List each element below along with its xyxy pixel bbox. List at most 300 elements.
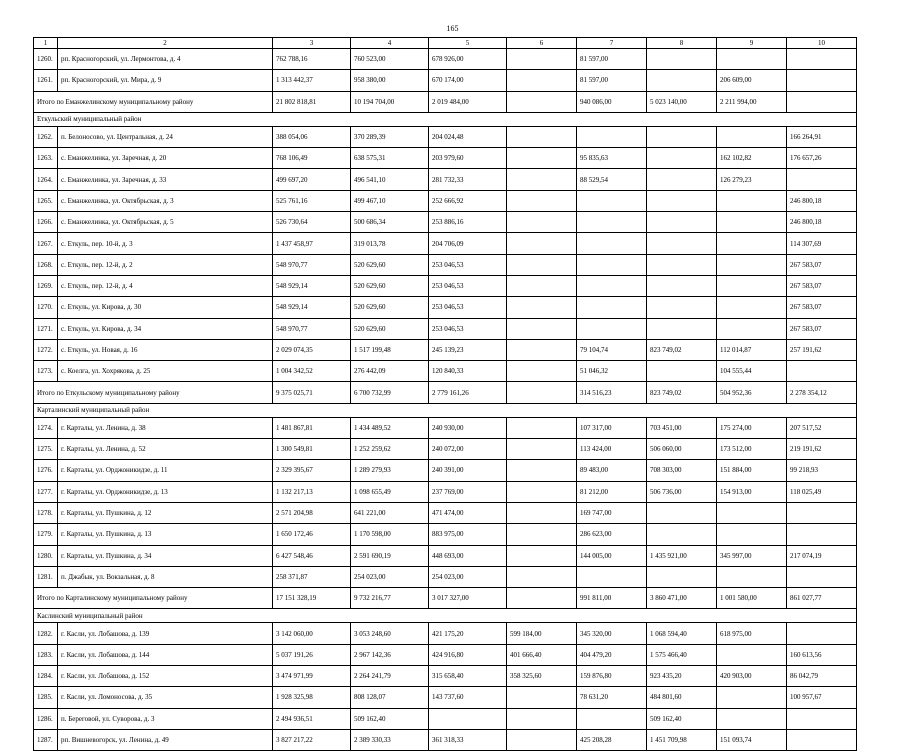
total-cell: 314 516,23 [577, 382, 647, 403]
amount-cell: 1 068 594,40 [647, 623, 717, 644]
amount-cell [647, 148, 717, 169]
amount-cell [577, 254, 647, 275]
amount-cell: 267 583,07 [787, 297, 857, 318]
amount-cell: 253 046,53 [429, 254, 507, 275]
amount-cell [577, 708, 647, 729]
amount-cell: 424 916,80 [429, 644, 507, 665]
amount-cell: 1 481 867,81 [273, 417, 351, 438]
address-cell: г. Карталы, ул. Орджоникидзе, д. 11 [58, 460, 273, 481]
total-cell: 2 278 354,12 [787, 382, 857, 403]
table-row [34, 318, 857, 339]
amount-cell: 120 840,33 [429, 361, 507, 382]
amount-cell: 245 139,23 [429, 339, 507, 360]
amount-cell [507, 318, 577, 339]
address-cell: с. Еткуль, пер. 12-й, д. 2 [58, 254, 273, 275]
amount-cell [507, 126, 577, 147]
amount-cell: 204 024,48 [429, 126, 507, 147]
address-cell: г. Касли, ул. Ломоносова, д. 35 [58, 687, 273, 708]
amount-cell: 206 609,00 [717, 70, 787, 91]
amount-cell [717, 297, 787, 318]
amount-cell [787, 708, 857, 729]
amount-cell: 79 104,74 [577, 339, 647, 360]
total-cell [787, 91, 857, 112]
amount-cell: 89 483,00 [577, 460, 647, 481]
amount-cell: 81 597,00 [577, 70, 647, 91]
amount-cell: 823 749,02 [647, 339, 717, 360]
amount-cell: 253 046,53 [429, 318, 507, 339]
amount-cell: 1 132 217,13 [273, 481, 351, 502]
row-number: 1285. [34, 687, 58, 708]
amount-cell: 114 307,69 [787, 233, 857, 254]
row-number: 1267. [34, 233, 58, 254]
total-cell: 1 001 580,00 [717, 588, 787, 609]
amount-cell [717, 126, 787, 147]
address-cell: с. Еманжелинка, ул. Октябрьская, д. 3 [58, 190, 273, 211]
amount-cell: 499 467,10 [351, 190, 429, 211]
row-number: 1264. [34, 169, 58, 190]
amount-cell [787, 169, 857, 190]
amount-cell [647, 254, 717, 275]
amount-cell: 173 512,00 [717, 439, 787, 460]
amount-cell [717, 502, 787, 523]
section-row [34, 112, 857, 126]
section-title: Карталинский муниципальный район [34, 403, 857, 417]
amount-cell: 1 313 442,37 [273, 70, 351, 91]
row-number: 1279. [34, 524, 58, 545]
amount-cell: 267 583,07 [787, 318, 857, 339]
amount-cell: 99 218,93 [787, 460, 857, 481]
table-row [34, 233, 857, 254]
address-cell: г. Касли, ул. Лобашова, д. 144 [58, 644, 273, 665]
total-label: Итого по Еманжелинскому муниципальному району [34, 91, 273, 112]
amount-cell: 253 886,16 [429, 212, 507, 233]
row-number: 1284. [34, 666, 58, 687]
amount-cell: 154 913,00 [717, 481, 787, 502]
amount-cell: 506 736,00 [647, 481, 717, 502]
row-number: 1263. [34, 148, 58, 169]
amount-cell: 86 042,79 [787, 666, 857, 687]
amount-cell: 506 060,00 [647, 439, 717, 460]
amount-cell [507, 439, 577, 460]
amount-cell: 401 666,40 [507, 644, 577, 665]
total-cell: 2 019 484,00 [429, 91, 507, 112]
row-number: 1280. [34, 545, 58, 566]
header-cell: 1 [34, 38, 58, 49]
amount-cell: 2 264 241,79 [351, 666, 429, 687]
amount-cell: 169 747,00 [577, 502, 647, 523]
amount-cell: 1 517 199,48 [351, 339, 429, 360]
table-row [34, 708, 857, 729]
amount-cell [647, 212, 717, 233]
amount-cell: 958 380,00 [351, 70, 429, 91]
amount-cell: 267 583,07 [787, 275, 857, 296]
amount-cell [787, 729, 857, 750]
header-cell: 10 [787, 38, 857, 49]
amount-cell [507, 460, 577, 481]
row-number: 1281. [34, 566, 58, 587]
address-cell: с. Еткуль, ул. Кирова, д. 34 [58, 318, 273, 339]
total-cell: 823 749,02 [647, 382, 717, 403]
table-row [34, 623, 857, 644]
amount-cell: 425 208,28 [577, 729, 647, 750]
amount-cell: 240 930,00 [429, 417, 507, 438]
address-cell: с. Еткуль, пер. 10-й, д. 3 [58, 233, 273, 254]
amount-cell: 126 279,23 [717, 169, 787, 190]
total-cell: 504 952,36 [717, 382, 787, 403]
amount-cell: 2 029 074,35 [273, 339, 351, 360]
amount-cell: 253 046,53 [429, 297, 507, 318]
header-cell: 4 [351, 38, 429, 49]
amount-cell [507, 254, 577, 275]
table-row [34, 460, 857, 481]
amount-cell: 100 957,67 [787, 687, 857, 708]
amount-cell: 237 769,00 [429, 481, 507, 502]
address-cell: рп. Красногорский, ул. Мира, д. 9 [58, 70, 273, 91]
amount-cell [577, 212, 647, 233]
amount-cell: 421 175,20 [429, 623, 507, 644]
amount-cell [717, 566, 787, 587]
amount-cell: 1 098 655,49 [351, 481, 429, 502]
amount-cell: 2 591 690,19 [351, 545, 429, 566]
total-cell [507, 382, 577, 403]
amount-cell: 448 693,00 [429, 545, 507, 566]
amount-cell: 2 389 330,33 [351, 729, 429, 750]
amount-cell [577, 318, 647, 339]
amount-cell: 808 128,07 [351, 687, 429, 708]
header-cell: 9 [717, 38, 787, 49]
table-row [34, 126, 857, 147]
amount-cell: 1 650 172,46 [273, 524, 351, 545]
amount-cell: 2 494 936,51 [273, 708, 351, 729]
page-number: 165 [446, 24, 459, 33]
amount-cell [647, 361, 717, 382]
amount-cell: 678 926,00 [429, 49, 507, 70]
amount-cell: 319 013,78 [351, 233, 429, 254]
amount-cell: 254 023,00 [429, 566, 507, 587]
amount-cell: 638 575,31 [351, 148, 429, 169]
total-cell [507, 91, 577, 112]
header-cell: 6 [507, 38, 577, 49]
amount-cell [507, 545, 577, 566]
amount-cell [507, 481, 577, 502]
amount-cell: 3 474 971,99 [273, 666, 351, 687]
amount-cell: 496 541,10 [351, 169, 429, 190]
address-cell: г. Карталы, ул. Пушкина, д. 13 [58, 524, 273, 545]
row-number: 1277. [34, 481, 58, 502]
amount-cell [507, 212, 577, 233]
amount-cell [577, 126, 647, 147]
amount-cell: 1 289 279,93 [351, 460, 429, 481]
amount-cell: 509 162,40 [647, 708, 717, 729]
row-number: 1269. [34, 275, 58, 296]
amount-cell [507, 729, 577, 750]
amount-cell [577, 275, 647, 296]
amount-cell: 361 318,33 [429, 729, 507, 750]
amount-cell: 176 657,26 [787, 148, 857, 169]
address-cell: рп. Красногорский, ул. Лермонтова, д. 4 [58, 49, 273, 70]
total-cell: 3 860 471,00 [647, 588, 717, 609]
amount-cell: 708 303,00 [647, 460, 717, 481]
amount-cell [577, 566, 647, 587]
amount-cell [577, 190, 647, 211]
amount-cell: 162 102,82 [717, 148, 787, 169]
amount-cell: 548 929,14 [273, 297, 351, 318]
amount-cell [787, 566, 857, 587]
table-row [34, 212, 857, 233]
amount-cell: 599 184,00 [507, 623, 577, 644]
amount-cell: 548 970,77 [273, 254, 351, 275]
total-cell: 2 779 161,26 [429, 382, 507, 403]
total-cell: 17 151 328,19 [273, 588, 351, 609]
table-row [34, 417, 857, 438]
table-row [34, 687, 857, 708]
amount-cell [507, 275, 577, 296]
amount-cell [507, 524, 577, 545]
amount-cell [717, 233, 787, 254]
table-row [34, 729, 857, 750]
amount-cell: 404 479,20 [577, 644, 647, 665]
amount-cell: 388 054,06 [273, 126, 351, 147]
total-label: Итого по Карталинскому муниципальному району [34, 588, 273, 609]
amount-cell: 520 629,60 [351, 275, 429, 296]
row-number: 1275. [34, 439, 58, 460]
address-cell: г. Карталы, ул. Пушкина, д. 12 [58, 502, 273, 523]
amount-cell [647, 502, 717, 523]
header-cell: 3 [273, 38, 351, 49]
amount-cell: 760 523,00 [351, 49, 429, 70]
address-cell: г. Касли, ул. Лобашова, д. 152 [58, 666, 273, 687]
total-row [34, 382, 857, 403]
amount-cell [717, 254, 787, 275]
amount-cell: 520 629,60 [351, 297, 429, 318]
table-body [34, 38, 857, 751]
amount-cell [717, 644, 787, 665]
amount-cell [717, 49, 787, 70]
amount-cell: 1 170 598,00 [351, 524, 429, 545]
amount-cell: 525 761,16 [273, 190, 351, 211]
amount-cell: 267 583,07 [787, 254, 857, 275]
amount-cell: 509 162,40 [351, 708, 429, 729]
amount-cell: 520 629,60 [351, 318, 429, 339]
amount-cell [647, 126, 717, 147]
amount-cell: 258 371,87 [273, 566, 351, 587]
amount-cell: 203 979,60 [429, 148, 507, 169]
row-number: 1262. [34, 126, 58, 147]
amount-cell [507, 169, 577, 190]
amount-cell: 345 320,00 [577, 623, 647, 644]
amount-cell: 240 391,00 [429, 460, 507, 481]
amount-cell: 1 451 709,98 [647, 729, 717, 750]
amount-cell: 883 975,00 [429, 524, 507, 545]
amount-cell: 499 697,20 [273, 169, 351, 190]
amount-cell: 246 800,18 [787, 212, 857, 233]
amount-cell: 144 005,00 [577, 545, 647, 566]
amount-cell [429, 708, 507, 729]
amount-cell: 2 967 142,36 [351, 644, 429, 665]
total-row [34, 91, 857, 112]
amount-cell [507, 70, 577, 91]
amount-cell: 175 274,00 [717, 417, 787, 438]
amount-cell: 118 025,49 [787, 481, 857, 502]
amount-cell: 345 997,00 [717, 545, 787, 566]
amount-cell [507, 148, 577, 169]
table-row [34, 481, 857, 502]
section-row [34, 403, 857, 417]
amount-cell: 253 046,53 [429, 275, 507, 296]
row-number: 1266. [34, 212, 58, 233]
address-cell: г. Касли, ул. Лобашова, д. 139 [58, 623, 273, 644]
amount-cell: 1 300 549,81 [273, 439, 351, 460]
row-number: 1260. [34, 49, 58, 70]
amount-cell: 5 037 191,26 [273, 644, 351, 665]
amount-cell [717, 687, 787, 708]
address-cell: с. Еманжелинка, ул. Заречная, д. 33 [58, 169, 273, 190]
amount-cell [787, 70, 857, 91]
table-row [34, 297, 857, 318]
address-cell: г. Карталы, ул. Пушкина, д. 34 [58, 545, 273, 566]
amount-cell: 2 571 204,98 [273, 502, 351, 523]
amount-cell: 240 072,00 [429, 439, 507, 460]
row-number: 1276. [34, 460, 58, 481]
address-cell: рп. Вишневогорск, ул. Ленина, д. 49 [58, 729, 273, 750]
amount-cell: 548 970,77 [273, 318, 351, 339]
amount-cell: 3 053 248,60 [351, 623, 429, 644]
header-cell: 2 [58, 38, 273, 49]
amount-cell: 923 435,20 [647, 666, 717, 687]
amount-cell [577, 297, 647, 318]
amount-cell [787, 361, 857, 382]
amount-cell: 762 788,16 [273, 49, 351, 70]
table-row [34, 545, 857, 566]
table-row [34, 502, 857, 523]
amount-cell: 88 529,54 [577, 169, 647, 190]
amount-cell: 107 317,00 [577, 417, 647, 438]
amount-cell: 143 737,60 [429, 687, 507, 708]
amount-cell: 104 555,44 [717, 361, 787, 382]
table-row [34, 70, 857, 91]
amount-cell: 358 325,60 [507, 666, 577, 687]
amount-cell [647, 524, 717, 545]
amount-cell [507, 297, 577, 318]
amount-cell: 204 706,09 [429, 233, 507, 254]
amount-cell [717, 708, 787, 729]
total-cell: 940 086,00 [577, 91, 647, 112]
amount-cell: 281 732,33 [429, 169, 507, 190]
address-cell: с. Еткуль, ул. Кирова, д. 30 [58, 297, 273, 318]
amount-cell: 159 876,80 [577, 666, 647, 687]
amount-cell: 1 252 259,62 [351, 439, 429, 460]
amount-cell: 1 437 458,97 [273, 233, 351, 254]
table-row [34, 169, 857, 190]
total-cell: 861 027,77 [787, 588, 857, 609]
amount-cell: 257 191,62 [787, 339, 857, 360]
amount-cell [507, 339, 577, 360]
amount-cell [507, 233, 577, 254]
amount-cell: 3 142 060,00 [273, 623, 351, 644]
amount-cell: 526 730,64 [273, 212, 351, 233]
table-row [34, 566, 857, 587]
amount-cell: 1 434 489,52 [351, 417, 429, 438]
row-number: 1270. [34, 297, 58, 318]
amount-cell [647, 190, 717, 211]
amount-cell: 51 046,32 [577, 361, 647, 382]
amount-cell: 618 975,00 [717, 623, 787, 644]
address-cell: п. Береговой, ул. Суворова, д. 3 [58, 708, 273, 729]
amount-cell [787, 524, 857, 545]
amount-cell [647, 169, 717, 190]
amount-cell: 207 517,52 [787, 417, 857, 438]
address-cell: п. Белоносово, ул. Центральная, д. 24 [58, 126, 273, 147]
amount-cell [507, 190, 577, 211]
amount-cell: 420 903,00 [717, 666, 787, 687]
amount-cell [507, 417, 577, 438]
amount-cell [647, 297, 717, 318]
total-cell: 10 194 704,00 [351, 91, 429, 112]
row-number: 1271. [34, 318, 58, 339]
table-row [34, 254, 857, 275]
amount-cell: 81 212,00 [577, 481, 647, 502]
amount-cell [507, 566, 577, 587]
address-cell: с. Еткуль, пер. 12-й, д. 4 [58, 275, 273, 296]
total-cell: 5 023 140,00 [647, 91, 717, 112]
total-cell: 6 700 732,99 [351, 382, 429, 403]
amount-cell: 151 093,74 [717, 729, 787, 750]
amount-cell: 112 014,87 [717, 339, 787, 360]
total-cell: 21 802 818,81 [273, 91, 351, 112]
table-row [34, 190, 857, 211]
amount-cell [717, 275, 787, 296]
amount-cell: 548 929,14 [273, 275, 351, 296]
amount-cell: 768 106,49 [273, 148, 351, 169]
total-cell [507, 588, 577, 609]
section-title: Еткульский муниципальный район [34, 112, 857, 126]
header-row [34, 38, 857, 49]
amount-cell [647, 318, 717, 339]
table-row [34, 339, 857, 360]
header-cell: 7 [577, 38, 647, 49]
table-row [34, 524, 857, 545]
amount-cell: 2 329 395,67 [273, 460, 351, 481]
row-number: 1268. [34, 254, 58, 275]
address-cell: с. Еманжелинка, ул. Заречная, д. 20 [58, 148, 273, 169]
amount-cell [717, 318, 787, 339]
amount-cell: 641 221,00 [351, 502, 429, 523]
total-cell: 9 732 216,77 [351, 588, 429, 609]
address-cell: с. Еманжелинка, ул. Октябрьская, д. 5 [58, 212, 273, 233]
amount-cell [717, 190, 787, 211]
amount-cell: 78 631,20 [577, 687, 647, 708]
row-number: 1286. [34, 708, 58, 729]
row-number: 1283. [34, 644, 58, 665]
row-number: 1272. [34, 339, 58, 360]
section-row [34, 609, 857, 623]
amount-cell: 95 835,63 [577, 148, 647, 169]
amount-cell: 500 686,34 [351, 212, 429, 233]
amount-cell: 254 023,00 [351, 566, 429, 587]
row-number: 1282. [34, 623, 58, 644]
amount-cell [577, 233, 647, 254]
total-label: Итого по Еткульскому муниципальному району [34, 382, 273, 403]
row-number: 1274. [34, 417, 58, 438]
amount-cell: 1 435 921,00 [647, 545, 717, 566]
row-number: 1278. [34, 502, 58, 523]
table-row [34, 439, 857, 460]
amount-cell: 703 451,00 [647, 417, 717, 438]
amount-cell: 484 801,60 [647, 687, 717, 708]
amount-cell [787, 502, 857, 523]
amount-cell [507, 502, 577, 523]
row-number: 1261. [34, 70, 58, 91]
